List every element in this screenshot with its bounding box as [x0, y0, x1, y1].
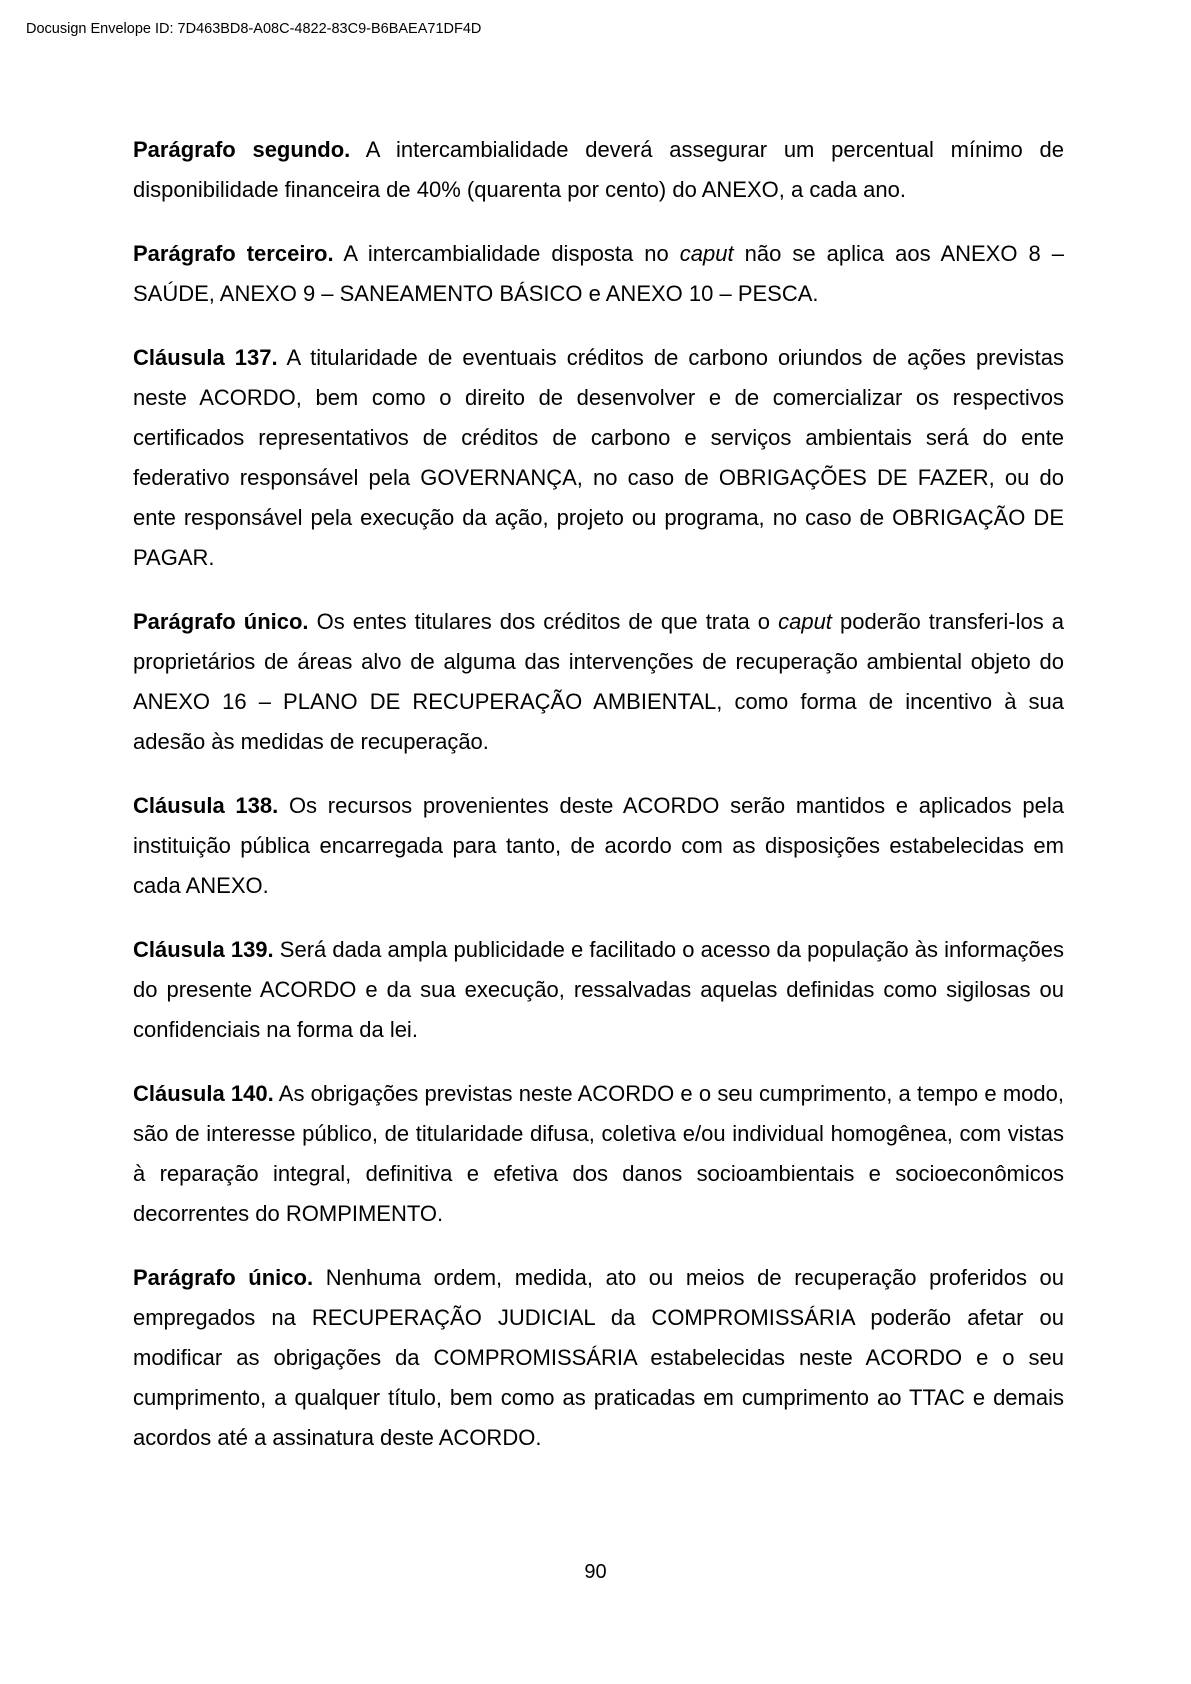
- paragraph-lead: Cláusula 140.: [133, 1081, 274, 1106]
- page-number: 90: [584, 1561, 607, 1583]
- paragraph-lead: Parágrafo segundo.: [133, 137, 351, 162]
- paragraph-text: A titularidade de eventuais créditos de carbono oriundos de ações previstas neste ACORDO, bem como o direito de desenvolver e de comercializar os respectivos certificados representativos de créditos de carbono e serviços ambientais será do ente federativo responsável pela GOVERNANÇA, no caso de OBRIGAÇÕES DE FAZER, ou do ente responsável pela execução da ação, projeto ou programa, no caso de OBRIGAÇÃO DE PAGAR.: [133, 345, 1064, 570]
- paragraph: [133, 602, 1064, 762]
- paragraph: [133, 234, 1064, 314]
- italic-term: caput: [778, 609, 832, 634]
- paragraph: [133, 786, 1064, 906]
- paragraph: [133, 930, 1064, 1050]
- paragraph-lead: Parágrafo terceiro.: [133, 241, 334, 266]
- paragraph: [133, 1074, 1064, 1234]
- paragraph-lead: Cláusula 137.: [133, 345, 278, 370]
- paragraph-text: Será dada ampla publicidade e facilitado o acesso da população às informações do presente ACORDO e da sua execução, ressalvadas aquelas definidas como sigilosas ou confidenciais na forma da lei.: [133, 937, 1064, 1042]
- paragraph: [133, 338, 1064, 578]
- docusign-envelope-id: Docusign Envelope ID: 7D463BD8-A08C-4822-83C9-B6BAEA71DF4D: [26, 21, 482, 37]
- paragraph-text: As obrigações previstas neste ACORDO e o seu cumprimento, a tempo e modo, são de interesse público, de titularidade difusa, coletiva e/ou individual homogênea, com vistas à reparação integral, definitiva e efetiva dos danos socioambientais e socioeconômicos decorrentes do ROMPIMENTO.: [133, 1081, 1064, 1226]
- paragraph-text: A intercambialidade disposta no: [333, 241, 680, 266]
- paragraph-text: não se aplica aos ANEXO 8 – SAÚDE, ANEXO 9 – SANEAMENTO BÁSICO e ANEXO 10 – PESCA.: [133, 241, 1064, 306]
- paragraph: [133, 1258, 1064, 1458]
- paragraph-text: Os recursos provenientes deste ACORDO serão mantidos e aplicados pela instituição pública encarregada para tanto, de acordo com as disposições estabelecidas em cada ANEXO.: [133, 793, 1064, 898]
- paragraph-text: Nenhuma ordem, medida, ato ou meios de recuperação proferidos ou empregados na RECUPERAÇÃO JUDICIAL da COMPROMISSÁRIA poderão afetar ou modificar as obrigações da COMPROMISSÁRIA estabelecidas neste ACORDO e o seu cumprimento, a qualquer título, bem como as praticadas em cumprimento ao TTAC e demais acordos até a assinatura deste ACORDO.: [133, 1265, 1065, 1450]
- paragraph-lead: Cláusula 138.: [133, 793, 279, 818]
- paragraph-text: A intercambialidade deverá assegurar um percentual mínimo de disponibilidade financeira de 40% (quarenta por cento) do ANEXO, a cada ano.: [133, 137, 1064, 202]
- paragraph-text: poderão transferi-los a proprietários de áreas alvo de alguma das intervenções de recuperação ambiental objeto do ANEXO 16 – PLANO DE RECUPERAÇÃO AMBIENTAL, como forma de incentivo à sua adesão às medidas de recuperação.: [133, 609, 1065, 754]
- paragraph: [133, 130, 1064, 210]
- paragraph-lead: Parágrafo único.: [133, 609, 309, 634]
- document-body: [133, 130, 1064, 1458]
- paragraph-lead: Cláusula 139.: [133, 937, 274, 962]
- paragraph-lead: Parágrafo único.: [133, 1265, 314, 1290]
- italic-term: caput: [679, 241, 734, 266]
- paragraph-text: Os entes titulares dos créditos de que trata o: [308, 609, 779, 634]
